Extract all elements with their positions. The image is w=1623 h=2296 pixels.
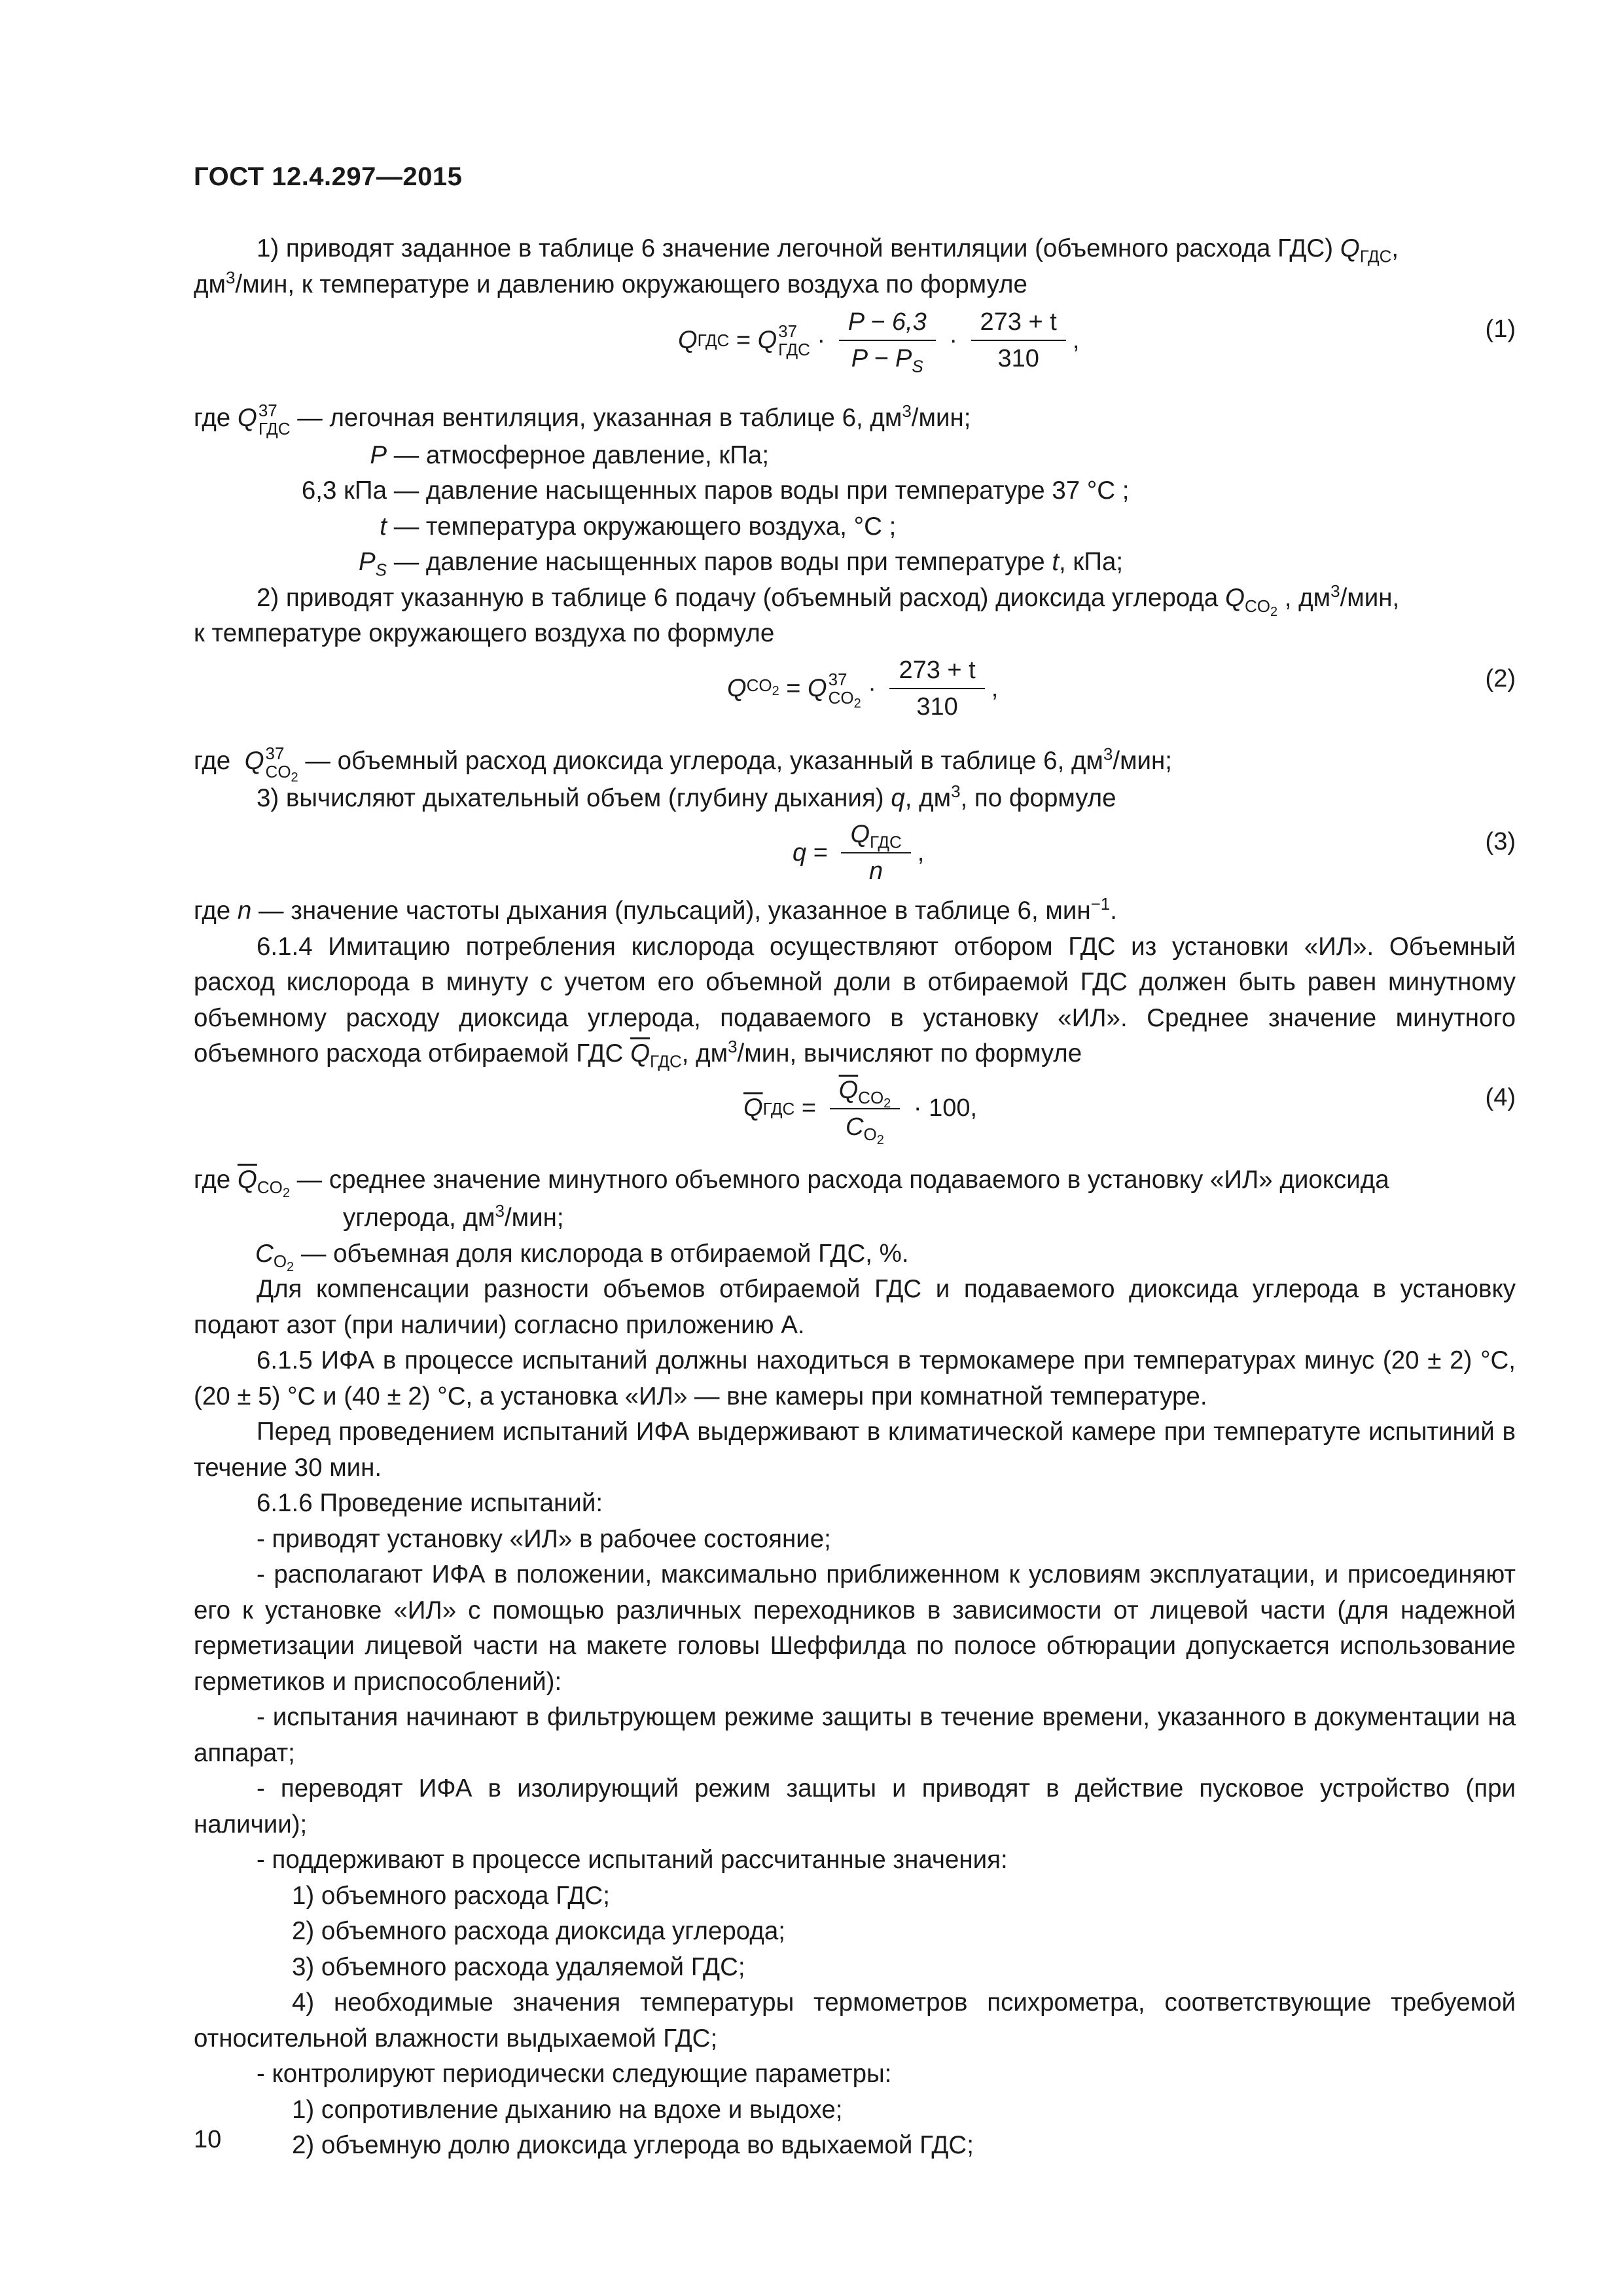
fraction-temperature-2: $\frac{273 + t}{310}$ bbox=[889, 656, 984, 721]
list-item: - приводят установку «ИЛ» в рабочее состояние; bbox=[257, 1524, 831, 1553]
step-2-paragraph: 2) приводят указанную в таблице 6 подачу (объемный расход) диоксида углерода $Q_{CO_2}$ , $дм^3$/мин, к температуре окружающего воздуха по формуле bbox=[194, 581, 1400, 648]
list-item: - испытания начинают в фильтрующем режиме защиты в течение времени, указанного в документации на аппарат; bbox=[194, 1703, 1516, 1767]
climatic-chamber-paragraph: Перед проведением испытаний ИФА выдерживают в климатической камере при температуте испытиний в течение 30 мин. bbox=[194, 1418, 1516, 1482]
sub-list-item: 1) объемного расхода ГДС; bbox=[292, 1881, 610, 1910]
definition-6-3kpa: 6,3 кПа — давление насыщенных паров воды при температуре 37 °С ; bbox=[301, 476, 1130, 505]
step-3-paragraph: 3) вычисляют дыхательный объем (глубину дыхания) q, $дм^3$, по формуле bbox=[257, 781, 1116, 812]
equation-number-3: (3) bbox=[1485, 828, 1516, 856]
formula-3: q = $\frac{Q_{ГДС}}{n}$ , (3) bbox=[793, 821, 1516, 886]
list-item: - поддерживают в процессе испытаний рассчитанные значения: bbox=[257, 1846, 1008, 1874]
page-number: 10 bbox=[194, 2126, 222, 2153]
definition-co2-fraction: $C_{O_2}$ — объемная доля кислорода в отбираемой ГДС, %. bbox=[255, 1239, 909, 1275]
section-6-1-6: 6.1.6 Проведение испытаний: bbox=[257, 1489, 603, 1518]
step-1-paragraph: 1) приводят заданное в таблице 6 значение легочной вентиляции (объемного расхода ГДС) $Q_{ГДС}$, $дм^3$/мин, к температуре и давлению окружающего воздуха по формуле bbox=[194, 234, 1399, 298]
formula-4: $\overline{Q}$ ГДС = $\frac{\overline{Q}_{CO_2}}{C_{O_2}}$ · 100, (4) bbox=[743, 1076, 1516, 1148]
definition-qco2-37: где Q 37 $CO_2$ — объемный расход диоксида углерода, указанный в таблице 6, $дм^3$/мин; bbox=[194, 743, 1173, 785]
sub-list-item: 3) объемного расхода удаляемой ГДС; bbox=[292, 1952, 745, 1981]
formula-2: Q $CO_2$ = Q 37 $CO_2$ · $\frac{273 + t}{310}$ , (2) bbox=[727, 656, 1516, 721]
definition-ps: $P_S$ — давление насыщенных паров воды при температуре t, кПа; bbox=[358, 548, 1124, 581]
definition-mean-qco2: где $\overline{Q}_{CO_2}$ — среднее значение минутного объемного расхода подаваемого в установку «ИЛ» диоксида bbox=[194, 1165, 1389, 1201]
definition-mean-qco2-cont: углерода, $дм^3$/мин; bbox=[343, 1201, 564, 1232]
formula-1: Q ГДС = Q 37 ГДС · $\frac{P - 6,3}{P - P_S}$ · $\frac{273 + t}{310}$ , (1) bbox=[678, 308, 1516, 376]
definition-p: P — атмосферное давление, кПа; bbox=[370, 440, 770, 469]
definition-t: t — температура окружающего воздуха, °С ; bbox=[380, 512, 897, 541]
sub-list-item: 2) объемного расхода диоксида углерода; bbox=[292, 1917, 785, 1946]
fraction-pressure: $\frac{P - 6,3}{P - P_S}$ bbox=[839, 308, 936, 373]
document-code-header: ГОСТ 12.4.297—2015 bbox=[194, 162, 463, 191]
equation-number-1: (1) bbox=[1485, 315, 1516, 343]
definition-n: где n — значение частоты дыхания (пульсаций), указанное в таблице 6, мин$^{-1}$. bbox=[194, 894, 1117, 925]
fraction-temperature: $\frac{273 + t}{310}$ bbox=[971, 308, 1066, 373]
sub-list-item: 4) необходимые значения температуры термометров психрометра, соответствующие требуемой относительной влажности выдыхаемой ГДС; bbox=[194, 1988, 1516, 2053]
document-body bbox=[194, 226, 1516, 2164]
list-item: - контролируют периодически следующие параметры: bbox=[257, 2060, 892, 2089]
list-item: - переводят ИФА в изолирующий режим защиты и приводят в действие пусковое устройство (при наличии); bbox=[194, 1774, 1516, 1839]
section-6-1-4: 6.1.4 Имитацию потребления кислорода осуществляют отбором ГДС из установки «ИЛ». Объемный расход кислорода в минуту с учетом его объемной доли в отбираемой ГДС должен быть равен минутному объемному расходу диоксида углерода, подаваемого в установку «ИЛ». Среднее значение минутного объемного расхода отбираемой ГДС $\overline{Q}_{ГДС}$, $дм^3$/мин, вычисляют по формуле bbox=[194, 932, 1516, 1071]
sub-list-item: 2) объемную долю диоксида углерода во вдыхаемой ГДС; bbox=[292, 2131, 974, 2160]
sub-list-item: 1) сопротивление дыханию на вдохе и выдохе; bbox=[292, 2095, 843, 2124]
section-6-1-5: 6.1.5 ИФА в процессе испытаний должны находиться в термокамере при температурах минус (20 ± 2) °С, (20 ± 5) °С и (40 ± 2) °С, а установка «ИЛ» — вне камеры при комнатной температуре. bbox=[194, 1346, 1516, 1410]
list-item: - располагают ИФА в положении, максимально приближенном к условиям эксплуатации, и присоединяют его к установке «ИЛ» с помощью различных переходников в зависимости от лицевой части (для надежной герметизации лицевой части на макете головы Шеффилда по полосе обтюрации допускается использование герметиков и приспособлений): bbox=[194, 1560, 1516, 1696]
equation-number-4: (4) bbox=[1485, 1083, 1516, 1111]
nitrogen-compensation-paragraph: Для компенсации разности объемов отбираемой ГДС и подаваемого диоксида углерода в установку подают азот (при наличии) согласно приложению А. bbox=[194, 1275, 1516, 1339]
definition-qgds37: где Q 37 ГДС — легочная вентиляция, указанная в таблице 6, $дм^3$/мин; bbox=[194, 400, 971, 439]
equation-number-2: (2) bbox=[1485, 664, 1516, 692]
fraction-volume: $\frac{Q_{ГДС}}{n}$ bbox=[841, 820, 910, 886]
fraction-mean-flow: $\frac{\overline{Q}_{CO_2}}{C_{O_2}}$ bbox=[830, 1076, 901, 1141]
